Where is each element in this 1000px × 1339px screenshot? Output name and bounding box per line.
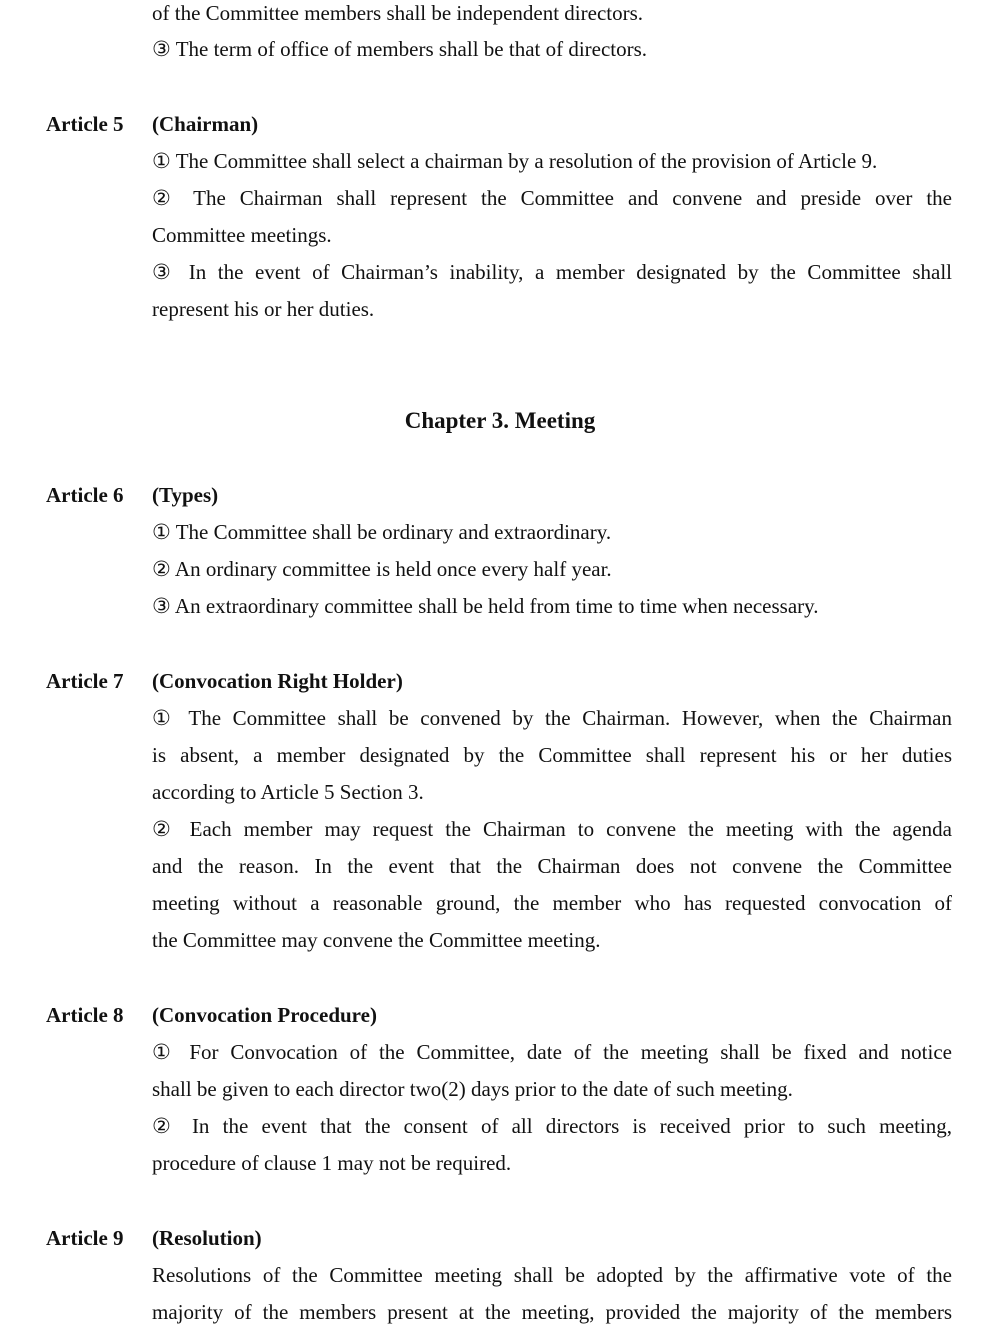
text-line: represent his or her duties. xyxy=(152,297,375,321)
text-line: ③ In the event of Chairman’s inability, a member designated by the Committee shall xyxy=(152,260,952,284)
article-5-label: Article 5 xyxy=(46,112,124,136)
chapter-heading: Chapter 3. Meeting xyxy=(404,408,596,433)
text-line: Resolutions of the Committee meeting shall be adopted by the affirmative vote of the xyxy=(152,1263,952,1287)
text-line: ③ The term of office of members shall be that of directors. xyxy=(152,37,648,61)
article-7-title: (Convocation Right Holder) xyxy=(152,669,403,693)
text-line: according to Article 5 Section 3. xyxy=(152,780,424,804)
text-line: ① The Committee shall be ordinary and extraordinary. xyxy=(152,520,612,544)
text-line: ③ An extraordinary committee shall be held from time to time when necessary. xyxy=(152,594,819,618)
text-line: of the Committee members shall be independent directors. xyxy=(152,1,644,25)
article-8-title: (Convocation Procedure) xyxy=(152,1003,377,1027)
article-6-title: (Types) xyxy=(152,483,219,507)
article-9-title: (Resolution) xyxy=(152,1226,262,1250)
text-line: majority of the members present at the meeting, provided the majority of the members xyxy=(152,1300,952,1324)
text-line: ① The Committee shall be convened by the Chairman. However, when the Chairman xyxy=(152,706,952,730)
text-line: and the reason. In the event that the Chairman does not convene the Committee xyxy=(152,854,952,878)
article-9-label: Article 9 xyxy=(46,1226,124,1250)
article-7-label: Article 7 xyxy=(46,669,124,693)
article-8-label: Article 8 xyxy=(46,1003,124,1027)
text-line: ① For Convocation of the Committee, date of the meeting shall be fixed and notice xyxy=(152,1040,952,1064)
text-line: meeting without a reasonable ground, the member who has requested convocation of xyxy=(152,891,952,915)
text-line: shall be given to each director two(2) days prior to the date of such meeting. xyxy=(152,1077,793,1101)
text-line: Committee meetings. xyxy=(152,223,332,247)
article-5-title: (Chairman) xyxy=(152,112,259,136)
text-line: is absent, a member designated by the Committee shall represent his or her duties xyxy=(152,743,952,767)
text-line: the Committee may convene the Committee meeting. xyxy=(152,928,601,952)
text-line: ② Each member may request the Chairman to convene the meeting with the agenda xyxy=(152,817,952,841)
text-line: ② An ordinary committee is held once every half year. xyxy=(152,557,612,581)
text-line: ① The Committee shall select a chairman by a resolution of the provision of Article 9. xyxy=(152,149,878,173)
text-line: procedure of clause 1 may not be required. xyxy=(152,1151,512,1175)
text-line: ② In the event that the consent of all directors is received prior to such meeting, xyxy=(152,1114,952,1138)
article-6-label: Article 6 xyxy=(46,483,124,507)
text-line: ② The Chairman shall represent the Committee and convene and preside over the xyxy=(152,186,952,210)
